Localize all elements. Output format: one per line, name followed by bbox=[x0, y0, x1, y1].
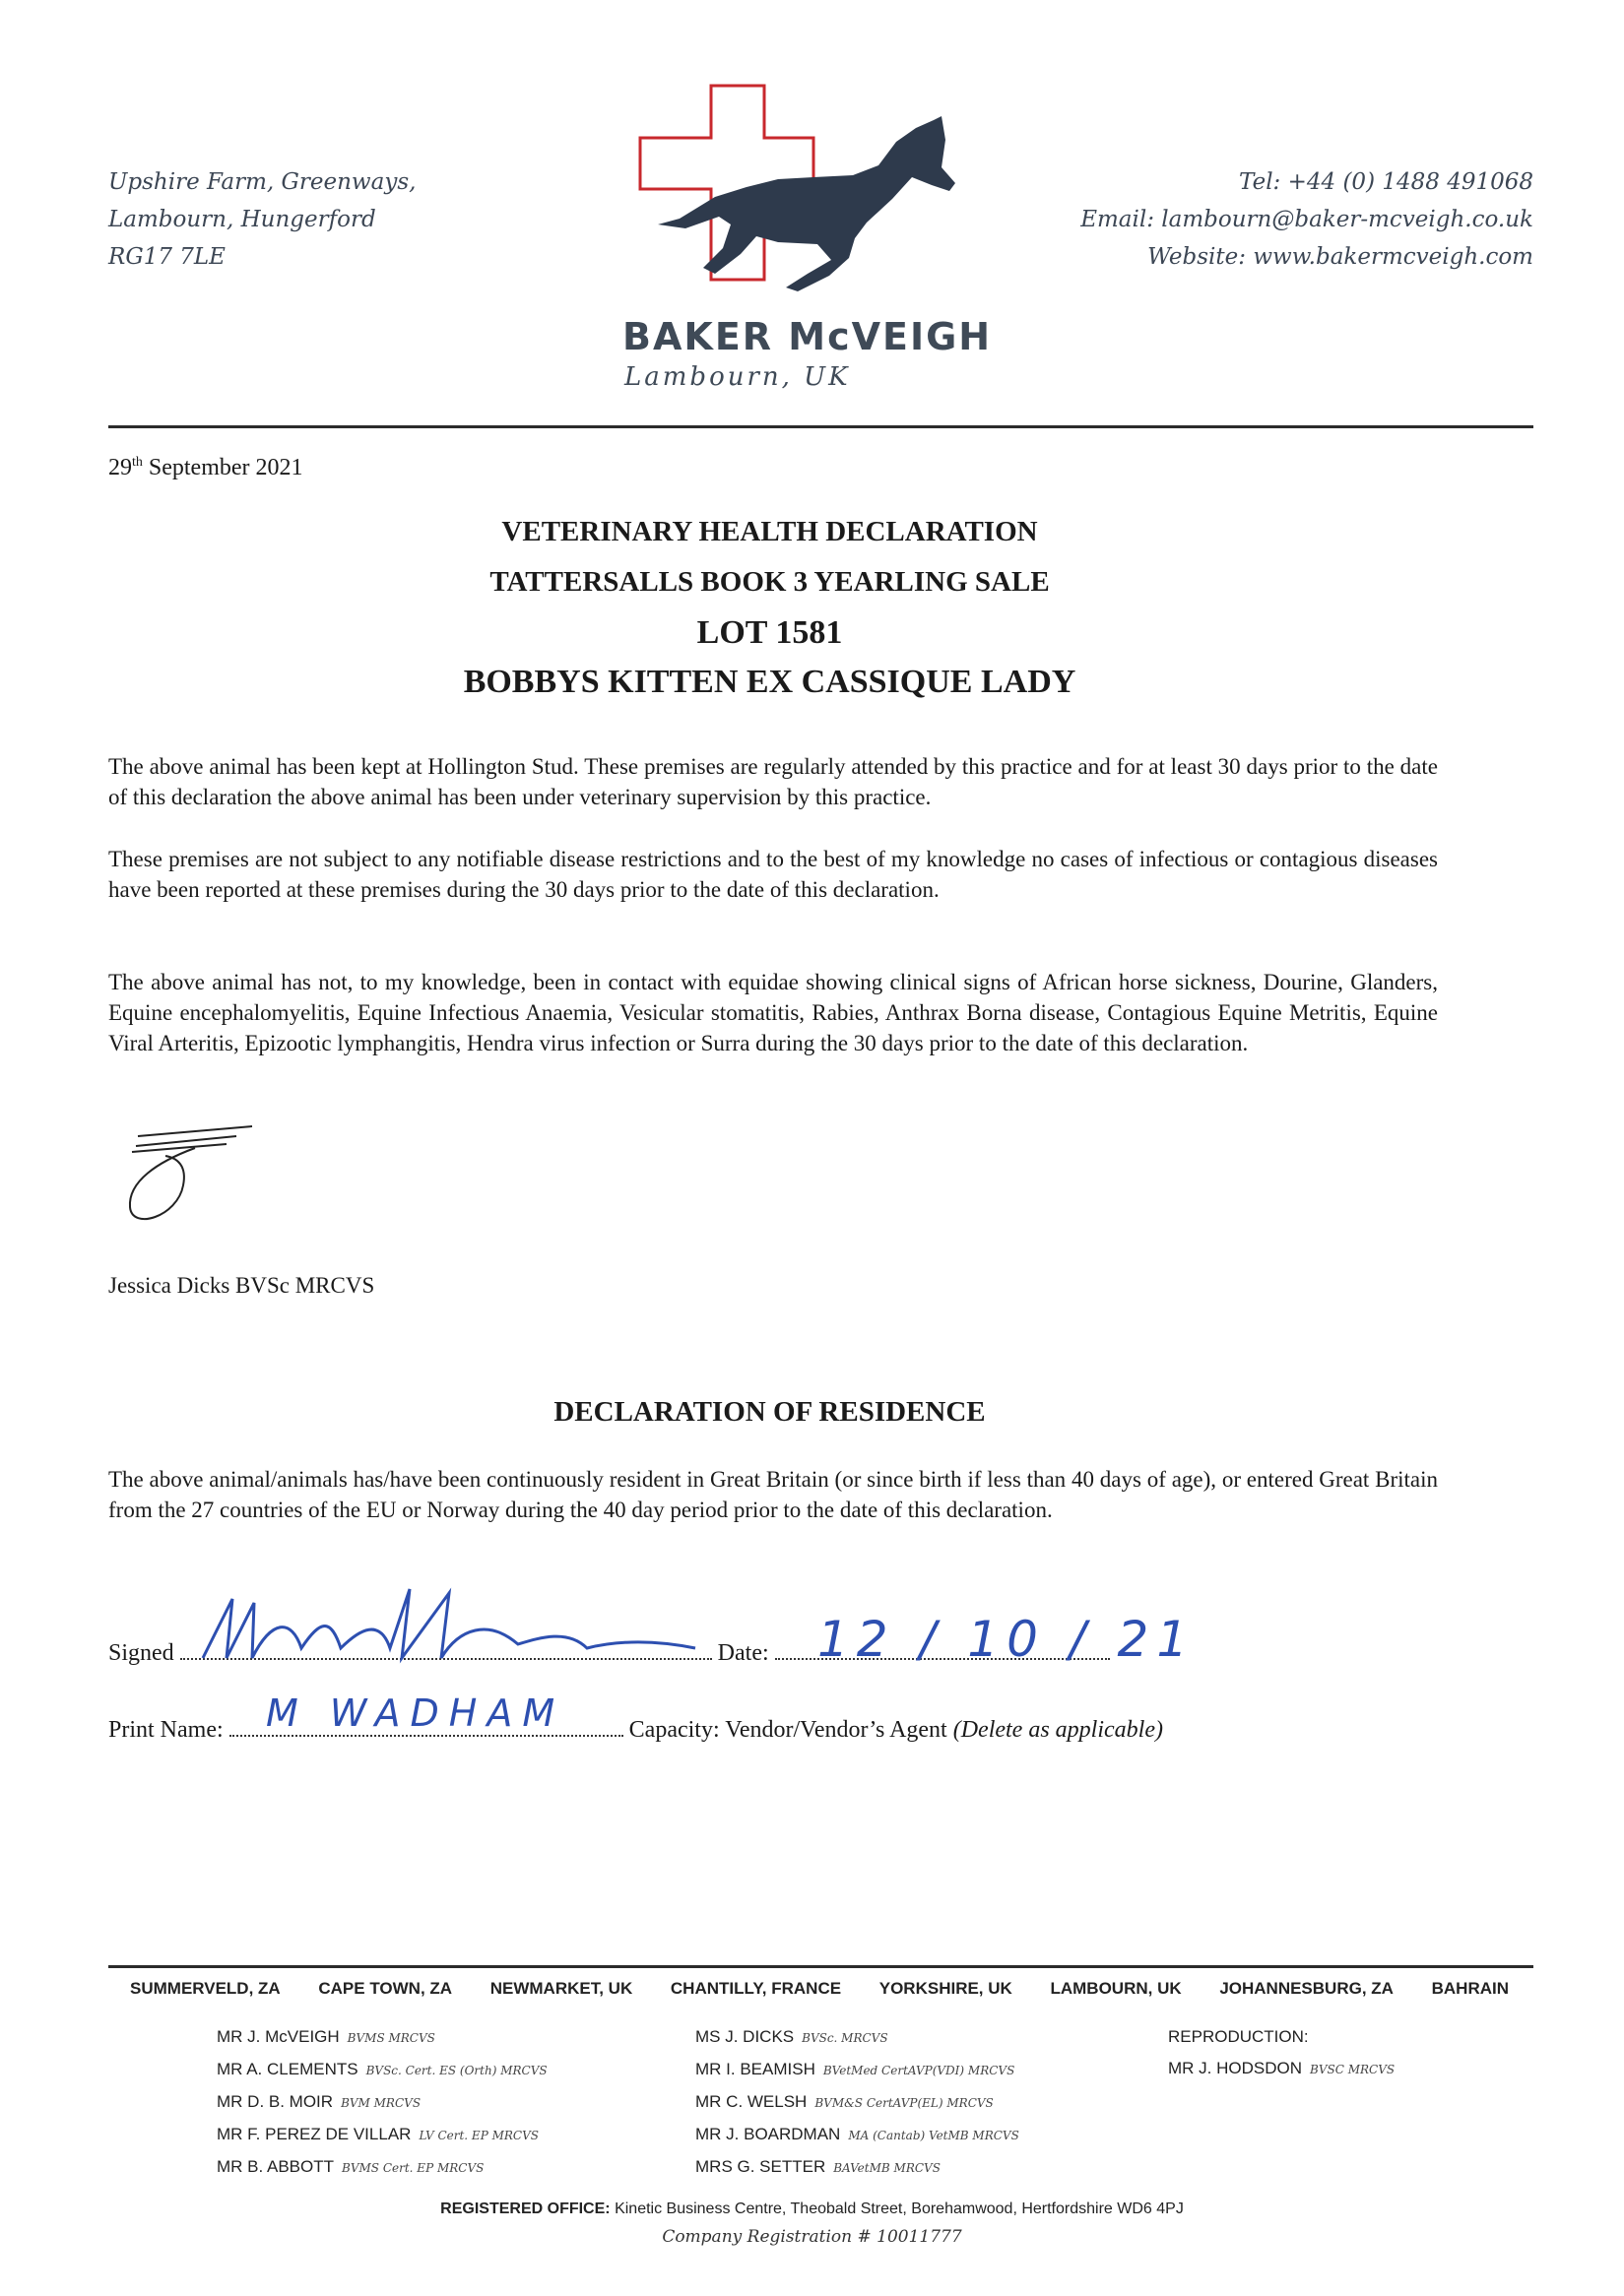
vet-signatory-name: Jessica Dicks BVSc MRCVS bbox=[108, 1273, 375, 1298]
paragraph-supervision: The above animal has been kept at Hollington Stud. These premises are regularly attended by this practice and for at least 30 days prior to the date of this declaration the above animal has been under veterinary supervision by this practice. bbox=[108, 754, 1438, 809]
handwritten-print-name: M WADHAM bbox=[266, 1691, 565, 1735]
staff-name: MR C. WELSH bbox=[695, 2092, 808, 2111]
paragraph-contact: The above animal has not, to my knowledge, been in contact with equidae showing clinical signs of African horse sickness, Dourine, Glanders, Equine encephalomyelitis, Equine Infectious Anaemia, Vesicular stomatitis, Rabies, Anthrax Borna disease, Contagious Equine Metritis, Equine Viral Arteritis, Epizootic lymphangitis, Hendra virus infection or Surra during the 30 days prior to the date of this declaration. bbox=[108, 970, 1438, 1055]
staff-qualification: BVetMed CertAVP(VDI) MRCVS bbox=[822, 2064, 1015, 2077]
staff-column-1 bbox=[217, 2021, 548, 2184]
staff-member bbox=[695, 2054, 1019, 2086]
practice-address bbox=[108, 163, 416, 276]
staff-member bbox=[217, 2054, 548, 2086]
staff-name: MRS G. SETTER bbox=[695, 2157, 826, 2176]
staff-member bbox=[695, 2021, 1019, 2054]
city: NEWMARKET, UK bbox=[489, 1979, 633, 1998]
staff-name: MR J. BOARDMAN bbox=[695, 2125, 841, 2143]
date-suffix: th bbox=[132, 455, 143, 470]
staff-column-3 bbox=[1168, 2021, 1395, 2085]
staff-qualification: LV Cert. EP MRCVS bbox=[419, 2129, 539, 2142]
address-line-3: RG17 7LE bbox=[108, 244, 226, 270]
contact-tel: Tel: +44 (0) 1488 491068 bbox=[1239, 169, 1533, 195]
capacity-label: Capacity: Vendor/Vendor’s Agent bbox=[628, 1717, 947, 1743]
staff-qualification: BVM MRCVS bbox=[341, 2096, 422, 2110]
city: BAHRAIN bbox=[1431, 1979, 1509, 1998]
address-line-1: Upshire Farm, Greenways, bbox=[108, 169, 417, 195]
declaration-title: VETERINARY HEALTH DECLARATION bbox=[501, 516, 1038, 547]
staff-member bbox=[217, 2086, 548, 2119]
document-date bbox=[108, 455, 303, 481]
residence-text: The above animal/animals has/have been continuously resident in Great Britain (or since birth if less than 40 days of age), or entered Great Britain from the 27 countries of the EU or Norway during the 40 day period prior to the date of this declaration. bbox=[108, 1467, 1438, 1522]
contact-website: Website: www.bakermcveigh.com bbox=[1147, 244, 1533, 270]
city: CHANTILLY, FRANCE bbox=[670, 1979, 842, 1998]
city: CAPE TOWN, ZA bbox=[318, 1979, 453, 1998]
date-label: Date: bbox=[717, 1640, 769, 1666]
date-day: 29 bbox=[108, 455, 132, 480]
registered-label: REGISTERED OFFICE: bbox=[440, 2200, 611, 2217]
paragraph-disease: These premises are not subject to any notifiable disease restrictions and to the best of my knowledge no cases of infectious or contagious diseases have been reported at these premises during the 30 days prior to the date of this declaration. bbox=[108, 847, 1438, 902]
staff-name: MR J. McVEIGH bbox=[217, 2027, 340, 2046]
lot-title: LOT 1581 bbox=[696, 614, 843, 651]
staff-member bbox=[217, 2021, 548, 2054]
print-label: Print Name: bbox=[108, 1717, 224, 1743]
contact-email: Email: lambourn@baker-mcveigh.co.uk bbox=[1080, 207, 1533, 232]
horse-title: BOBBYS KITTEN EX CASSIQUE LADY bbox=[463, 664, 1076, 700]
staff-qualification: BAVetMB MRCVS bbox=[833, 2161, 941, 2175]
horse-silhouette-icon bbox=[658, 116, 955, 291]
city: SUMMERVELD, ZA bbox=[130, 1979, 281, 1998]
address-line-2: Lambourn, Hungerford bbox=[108, 207, 376, 232]
staff-qualification: BVMS MRCVS bbox=[347, 2031, 435, 2045]
city: JOHANNESBURG, ZA bbox=[1219, 1979, 1394, 1998]
residence-title: DECLARATION OF RESIDENCE bbox=[553, 1396, 986, 1428]
vendor-signature bbox=[193, 1579, 705, 1668]
registered-office bbox=[0, 2200, 1624, 2218]
sale-title: TATTERSALLS BOOK 3 YEARLING SALE bbox=[489, 566, 1050, 598]
signed-label: Signed bbox=[108, 1640, 174, 1666]
staff-member bbox=[695, 2086, 1019, 2119]
staff-qualification: BVSc. Cert. ES (Orth) MRCVS bbox=[365, 2064, 548, 2077]
handwritten-date: 12 / 10 / 21 bbox=[817, 1611, 1197, 1668]
footer-divider bbox=[108, 1965, 1533, 1968]
staff-member bbox=[695, 2119, 1019, 2151]
staff-qualification: BVSc. MRCVS bbox=[802, 2031, 888, 2045]
staff-qualification: BVMS Cert. EP MRCVS bbox=[342, 2161, 485, 2175]
registered-address: Kinetic Business Centre, Theobald Street, Borehamwood, Hertfordshire WD6 4PJ bbox=[615, 2200, 1184, 2217]
capacity-note: (Delete as applicable) bbox=[952, 1717, 1163, 1743]
vet-signature bbox=[118, 1122, 266, 1231]
header-divider bbox=[108, 425, 1533, 428]
staff-qualification: MA (Cantab) VetMB MRCVS bbox=[848, 2129, 1019, 2142]
staff-column-2 bbox=[695, 2021, 1019, 2184]
staff-name: MR F. PEREZ DE VILLAR bbox=[217, 2125, 412, 2143]
office-locations bbox=[130, 1979, 1509, 1999]
staff-name: MR J. HODSDON bbox=[1168, 2059, 1302, 2077]
staff-member bbox=[217, 2119, 548, 2151]
staff-name: MR I. BEAMISH bbox=[695, 2060, 815, 2078]
staff-member bbox=[1168, 2053, 1395, 2085]
practice-contact bbox=[1080, 163, 1533, 276]
staff-qualification: BVSC MRCVS bbox=[1310, 2063, 1396, 2076]
date-rest: September 2021 bbox=[142, 455, 303, 480]
staff-member bbox=[217, 2151, 548, 2184]
staff-name: MR B. ABBOTT bbox=[217, 2157, 335, 2176]
reproduction-heading: REPRODUCTION: bbox=[1168, 2027, 1309, 2046]
staff-qualification: BVM&S CertAVP(EL) MRCVS bbox=[814, 2096, 994, 2110]
brand-name: BAKER McVEIGH bbox=[622, 315, 993, 358]
company-registration: Company Registration # 10011777 bbox=[662, 2227, 962, 2247]
staff-name: MS J. DICKS bbox=[695, 2027, 795, 2046]
city: YORKSHIRE, UK bbox=[878, 1979, 1012, 1998]
brand-location: Lambourn, UK bbox=[624, 362, 851, 392]
staff-name: MR D. B. MOIR bbox=[217, 2092, 334, 2111]
staff-member bbox=[695, 2151, 1019, 2184]
city: LAMBOURN, UK bbox=[1050, 1979, 1182, 1998]
staff-name: MR A. CLEMENTS bbox=[217, 2060, 358, 2078]
